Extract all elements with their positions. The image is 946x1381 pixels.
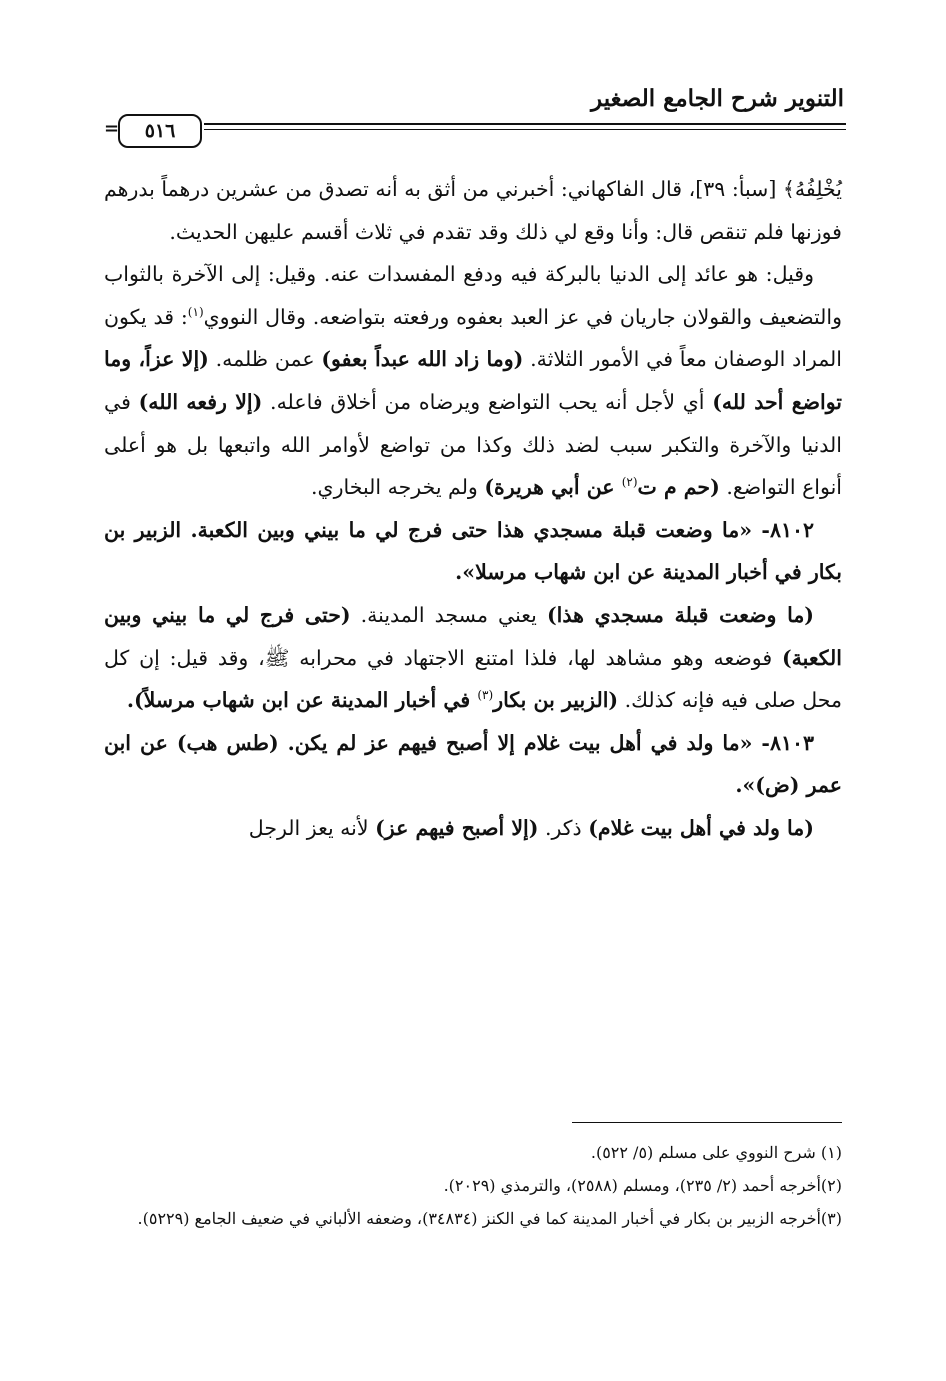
text: ولم يخرجه البخاري. [311, 475, 485, 500]
paragraph [104, 722, 842, 807]
text: يُخْلِفُهُ﴾ [سبأ: ٣٩]، قال الفاكهاني: أخبرني من أثق به أنه تصدق من عشرين درهماً بدرهم فوزنها فلم تنقص قال: وأنا وقع لي ذلك وقد تقدم في ثلاث أقسم عليهن الحديث. [104, 177, 842, 244]
bold-text: (الزبير بن بكار [493, 688, 619, 713]
bold-text: (إلا عزاً، وما تواضع أحد لله) [104, 347, 842, 414]
footnotes [104, 1136, 842, 1235]
bold-text: ٨١٠٣- «ما ولد في أهل بيت غلام إلا أصبح فيهم عز لم يكن. (طس هب) عن ابن عمر (ض)». [104, 730, 842, 798]
running-title: التنوير شرح الجامع الصغير [591, 85, 844, 112]
footnote-separator [572, 1122, 842, 1123]
paragraph [104, 807, 842, 850]
main-text [104, 168, 842, 850]
text: يعني مسجد المدينة. [350, 602, 547, 627]
footnote-ref: (٣) [477, 688, 494, 703]
bold-text: (حم م ت [637, 475, 720, 500]
bold-text: ٨١٠٢- «ما وضعت قبلة مسجدي هذا حتى فرج لي ما بيني وبين الكعبة. الزبير بن بكار في أخبار المدينة عن ابن شهاب مرسلا». [104, 517, 842, 585]
bold-text: (ما ولد في أهل بيت غلام) [588, 815, 814, 840]
bold-text: (حتى فرج لي ما بيني وبين الكعبة) [104, 602, 842, 670]
bold-text: عن أبي هريرة) [484, 475, 622, 500]
page-marker: = [104, 118, 120, 139]
footnote: (٢)أخرجه أحمد (٢/ ٢٣٥)، ومسلم (٢٥٨٨)، والترمذي (٢٠٢٩). [443, 1176, 842, 1195]
footnote-ref: (٢) [621, 475, 638, 490]
bold-text: في أخبار المدينة عن ابن شهاب مرسلاً). [126, 688, 478, 713]
text: أي لأجل أنه يحب التواضع ويرضاه من أخلاق فاعله. [262, 389, 713, 414]
footnote-ref: (١) [187, 304, 204, 319]
text: في الدنيا والآخرة والتكبر سبب لضد ذلك وكذا من تواضع لأوامر الله واتبعها بل هو أعلى أنواع التواضع. [104, 389, 842, 500]
text: : قد يكون المراد الوصفان معاً في الأمور الثلاثة. [104, 304, 842, 372]
paragraph [104, 509, 842, 594]
text: فوضعه وهو مشاهد لها، فلذا امتنع الاجتهاد في محرابه ﷺ، وقد قيل: إن كل محل صلى فيه فإنه كذلك. [104, 645, 842, 713]
bold-text: (ما وضعت قبلة مسجدي هذا) [546, 602, 815, 627]
bold-text: (إلا رفعه الله) [138, 389, 263, 414]
header-rule-thin [204, 129, 846, 130]
header-rule [204, 123, 846, 125]
text: وقيل: هو عائد إلى الدنيا بالبركة فيه ودفع المفسدات عنه. وقيل: إلى الآخرة بالثواب والتضعيف والقولان جاريان في عز العبد بعفوه ورفعته بتواضعه. وقال النووي [104, 262, 843, 329]
text: لأنه يعز الرجل [248, 815, 376, 840]
footnote: (١) شرح النووي على مسلم (٥/ ٥٢٢). [590, 1143, 842, 1162]
text: ذكر. [538, 815, 589, 840]
paragraph [104, 594, 842, 722]
footnote: (٣)أخرجه الزبير بن بكار في أخبار المدينة كما في الكنز (٣٤٨٣٤)، وضعفه الألباني في ضعيف الجامع (٥٢٢٩). [137, 1209, 842, 1228]
page-number: ٥١٦ [118, 114, 202, 148]
paragraph [104, 168, 842, 253]
text: عمن ظلمه. [208, 347, 322, 372]
paragraph [104, 253, 842, 509]
bold-text: (وما زاد الله عبداً بعفو) [321, 347, 524, 372]
bold-text: (إلا أصبح فيهم عز) [375, 815, 539, 840]
